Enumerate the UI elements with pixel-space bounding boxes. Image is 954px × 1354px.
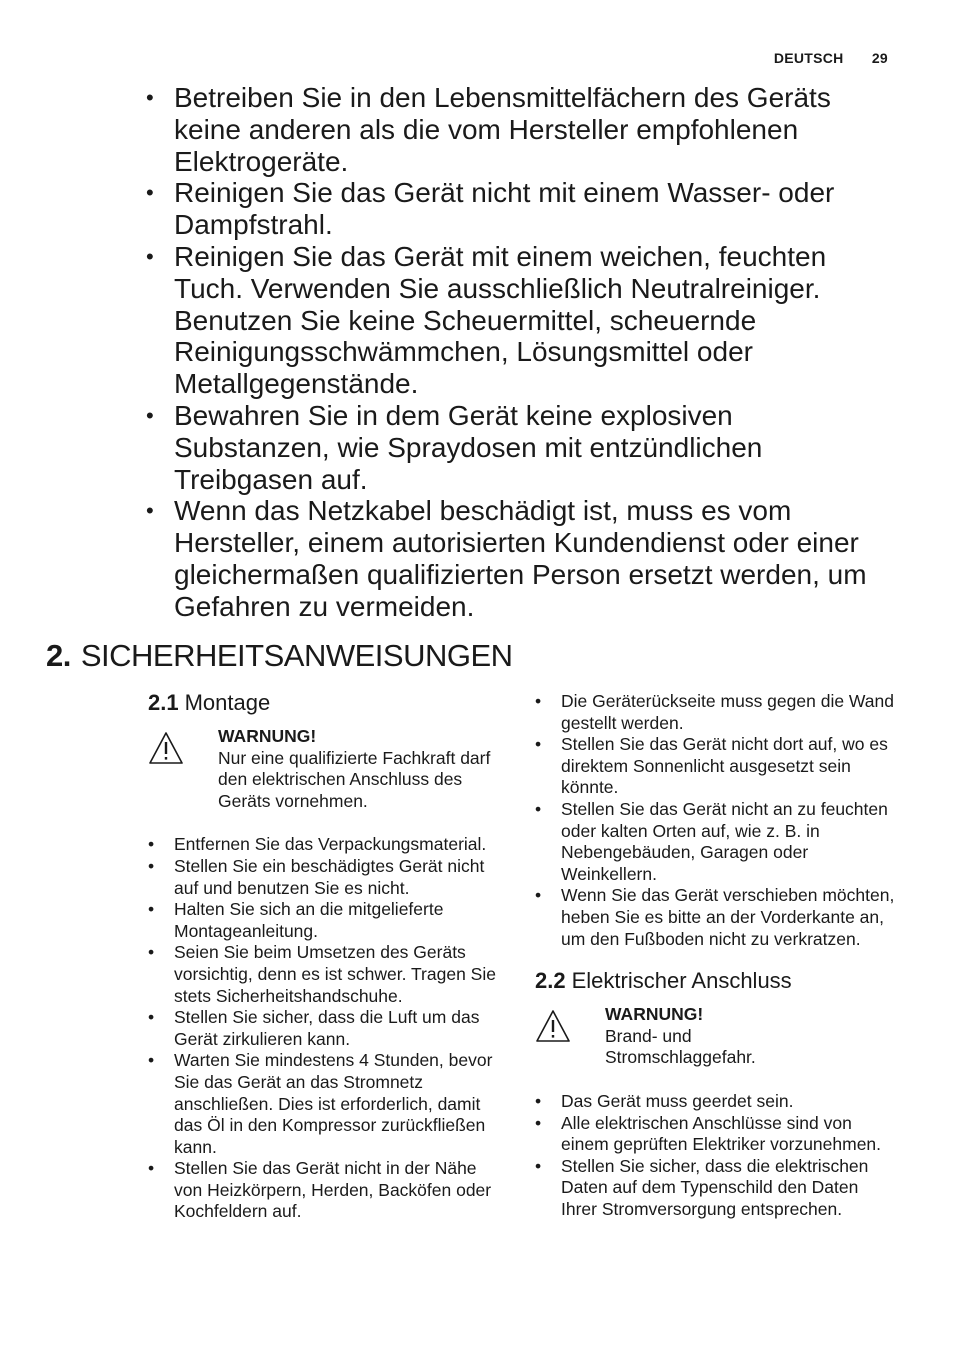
warning-triangle-icon <box>148 730 184 766</box>
list-item: • Seien Sie beim Umsetzen des Geräts vorsichtig, denn es ist schwer. Tragen Sie stets Sicherheitshandschuhe. <box>148 942 508 1007</box>
warning-box-montage <box>148 726 508 812</box>
language-label: DEUTSCH <box>773 50 844 66</box>
warning-text-block <box>218 726 508 812</box>
list-item: • Betreiben Sie in den Lebensmittelfächern des Geräts keine anderen als die vom Hersteller empfohlenen Elektrogeräte. <box>146 82 886 177</box>
list-item: • Stellen Sie sicher, dass die Luft um das Gerät zirkulieren kann. <box>148 1007 508 1050</box>
subsection-title-text: Montage <box>184 690 271 715</box>
list-item: • Stellen Sie sicher, dass die elektrischen Daten auf dem Typenschild den Daten Ihrer Stromversorgung entsprechen. <box>535 1156 895 1221</box>
list-item: • Stellen Sie das Gerät nicht in der Nähe von Heizkörpern, Herden, Backöfen oder Kochfeldern auf. <box>148 1158 508 1223</box>
left-column <box>148 690 508 1223</box>
montage-bullet-list-continued <box>535 691 895 950</box>
page-number: 29 <box>871 50 888 66</box>
list-item: • Stellen Sie ein beschädigtes Gerät nicht auf und benutzen Sie es nicht. <box>148 856 508 899</box>
warning-text-block <box>605 1004 775 1069</box>
subsection-title-electrical <box>535 968 895 994</box>
list-item: • Wenn das Netzkabel beschädigt ist, muss es vom Hersteller, einem autorisierten Kundendienst oder einer gleichermaßen qualifizierten Person ersetzt werden, um Gefahren zu vermeiden. <box>146 495 886 622</box>
list-item: • Entfernen Sie das Verpackungsmaterial. <box>148 834 508 856</box>
page-header <box>774 50 888 66</box>
list-item: • Stellen Sie das Gerät nicht dort auf, wo es direktem Sonnenlicht ausgesetzt sein könnte. <box>535 734 895 799</box>
warning-box-electrical <box>535 1004 895 1069</box>
subsection-title-text: Elektrischer Anschluss <box>571 968 792 994</box>
list-item: • Halten Sie sich an die mitgelieferte Montageanleitung. <box>148 899 508 942</box>
warning-text: Nur eine qualifizierte Fachkraft darf den elektrischen Anschluss des Geräts vornehmen. <box>218 747 491 811</box>
subsection-number: 2.1 <box>148 690 179 715</box>
section-number: 2. <box>46 638 71 673</box>
list-item: • Warten Sie mindestens 4 Stunden, bevor Sie das Gerät an das Stromnetz anschließen. Dies ist erforderlich, damit das Öl in den Kompressor zurückfließen kann. <box>148 1050 508 1158</box>
section-title-text: SICHERHEITSANWEISUNGEN <box>80 638 513 673</box>
warning-label: WARNUNG! <box>218 726 317 746</box>
list-item: • Das Gerät muss geerdet sein. <box>535 1091 895 1113</box>
list-item: • Alle elektrischen Anschlüsse sind von einem geprüften Elektriker vorzunehmen. <box>535 1113 895 1156</box>
right-column <box>535 691 895 1220</box>
subsection-number: 2.2 <box>535 968 566 994</box>
montage-bullet-list <box>148 834 508 1223</box>
list-item: • Reinigen Sie das Gerät nicht mit einem Wasser- oder Dampfstrahl. <box>146 177 886 241</box>
warning-triangle-icon <box>535 1008 571 1044</box>
list-item: • Bewahren Sie in dem Gerät keine explosiven Substanzen, wie Spraydosen mit entzündlichen Treibgasen auf. <box>146 400 886 495</box>
list-item: • Die Geräterückseite muss gegen die Wand gestellt werden. <box>535 691 895 734</box>
intro-bullet-list <box>146 82 886 623</box>
warning-label: WARNUNG! <box>605 1004 704 1025</box>
list-item: • Reinigen Sie das Gerät mit einem weichen, feuchten Tuch. Verwenden Sie ausschließlich Neutralreiniger. Benutzen Sie keine Scheuermittel, scheuernde Reinigungsschwämmchen, Lösungsmittel oder Metallgegenstände. <box>146 241 886 400</box>
list-item: • Wenn Sie das Gerät verschieben möchten, heben Sie es bitte an der Vorderkante an, um den Fußboden nicht zu verkratzen. <box>535 885 895 950</box>
list-item: • Stellen Sie das Gerät nicht an zu feuchten oder kalten Orten auf, wie z. B. in Nebengebäuden, Garagen oder Weinkellern. <box>535 799 895 885</box>
subsection-title-montage <box>148 690 508 716</box>
electrical-bullet-list <box>535 1091 895 1221</box>
section-title <box>46 638 513 674</box>
warning-text: Brand- und Stromschlaggefahr. <box>605 1025 756 1068</box>
